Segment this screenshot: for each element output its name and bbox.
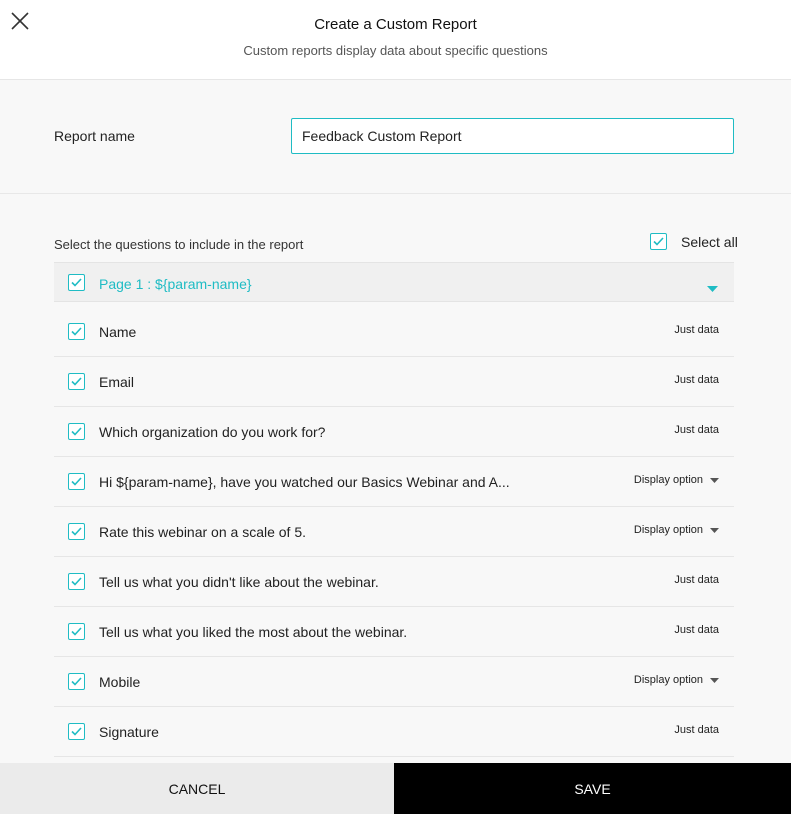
question-checkbox[interactable] (68, 423, 85, 440)
question-checkbox[interactable] (68, 723, 85, 740)
question-text: Which organization do you work for? (99, 424, 326, 440)
checkmark-icon (71, 477, 82, 486)
display-option-dropdown[interactable] (634, 474, 719, 486)
checkmark-icon (71, 677, 82, 686)
dialog-footer (0, 763, 791, 814)
question-row (54, 707, 734, 757)
question-row (54, 507, 734, 557)
question-checkbox[interactable] (68, 523, 85, 540)
display-option-label: Display option (633, 674, 703, 686)
dialog-subtitle: Custom reports display data about specific questions (243, 43, 548, 58)
checkmark-icon (71, 527, 82, 536)
dialog-header (0, 0, 791, 80)
question-checkbox[interactable] (68, 323, 85, 340)
display-option-dropdown[interactable] (634, 524, 719, 536)
question-option: Just data (674, 574, 719, 586)
question-option: Just data (674, 724, 719, 736)
question-option: Just data (674, 424, 719, 436)
question-checkbox[interactable] (68, 373, 85, 390)
question-row (54, 407, 734, 457)
question-text: Signature (99, 724, 159, 740)
questions-intro: Select the questions to include in the report (54, 237, 304, 252)
page-checkbox[interactable] (68, 274, 85, 291)
checkmark-icon (71, 427, 82, 436)
question-checkbox[interactable] (68, 623, 85, 640)
question-checkbox[interactable] (68, 473, 85, 490)
question-text: Rate this webinar on a scale of 5. (99, 524, 307, 540)
page-section-header[interactable] (54, 262, 734, 302)
display-option-label: Display option (633, 524, 703, 536)
question-row (54, 607, 734, 657)
question-checkbox[interactable] (68, 573, 85, 590)
question-row (54, 557, 734, 607)
question-text: Email (99, 374, 135, 390)
question-option: Just data (674, 624, 719, 636)
caret-down-icon (710, 524, 719, 536)
question-row (54, 657, 734, 707)
question-text: Tell us what you liked the most about the webinar. (99, 624, 408, 640)
checkmark-icon (653, 237, 664, 246)
checkmark-icon (71, 278, 82, 287)
question-row (54, 457, 734, 507)
caret-down-icon (710, 474, 719, 486)
question-option: Just data (674, 324, 719, 336)
question-text: Tell us what you didn't like about the webinar. (99, 574, 379, 590)
question-list (54, 307, 734, 757)
question-row (54, 357, 734, 407)
caret-down-icon[interactable] (707, 279, 718, 297)
display-option-label: Display option (633, 474, 703, 486)
report-name-label: Report name (54, 128, 135, 144)
checkmark-icon (71, 577, 82, 586)
page-label: Page 1 : ${param-name} (99, 276, 252, 292)
checkmark-icon (71, 327, 82, 336)
checkmark-icon (71, 727, 82, 736)
question-option: Just data (674, 374, 719, 386)
report-name-input[interactable] (291, 118, 734, 154)
display-option-dropdown[interactable] (634, 674, 719, 686)
question-text: Mobile (99, 674, 141, 690)
question-checkbox[interactable] (68, 673, 85, 690)
report-name-section (0, 81, 791, 194)
question-text: Hi ${param-name}, have you watched our Basics Webinar and A... (99, 474, 510, 490)
checkmark-icon (71, 377, 82, 386)
question-text: Name (99, 324, 137, 340)
select-all-label: Select all (681, 234, 738, 250)
cancel-button[interactable]: CANCEL (0, 763, 394, 814)
save-button[interactable]: SAVE (394, 763, 791, 814)
checkbox[interactable] (650, 233, 667, 250)
dialog-title: Create a Custom Report (314, 16, 477, 33)
caret-down-icon (710, 674, 719, 686)
checkmark-icon (71, 627, 82, 636)
question-row (54, 307, 734, 357)
